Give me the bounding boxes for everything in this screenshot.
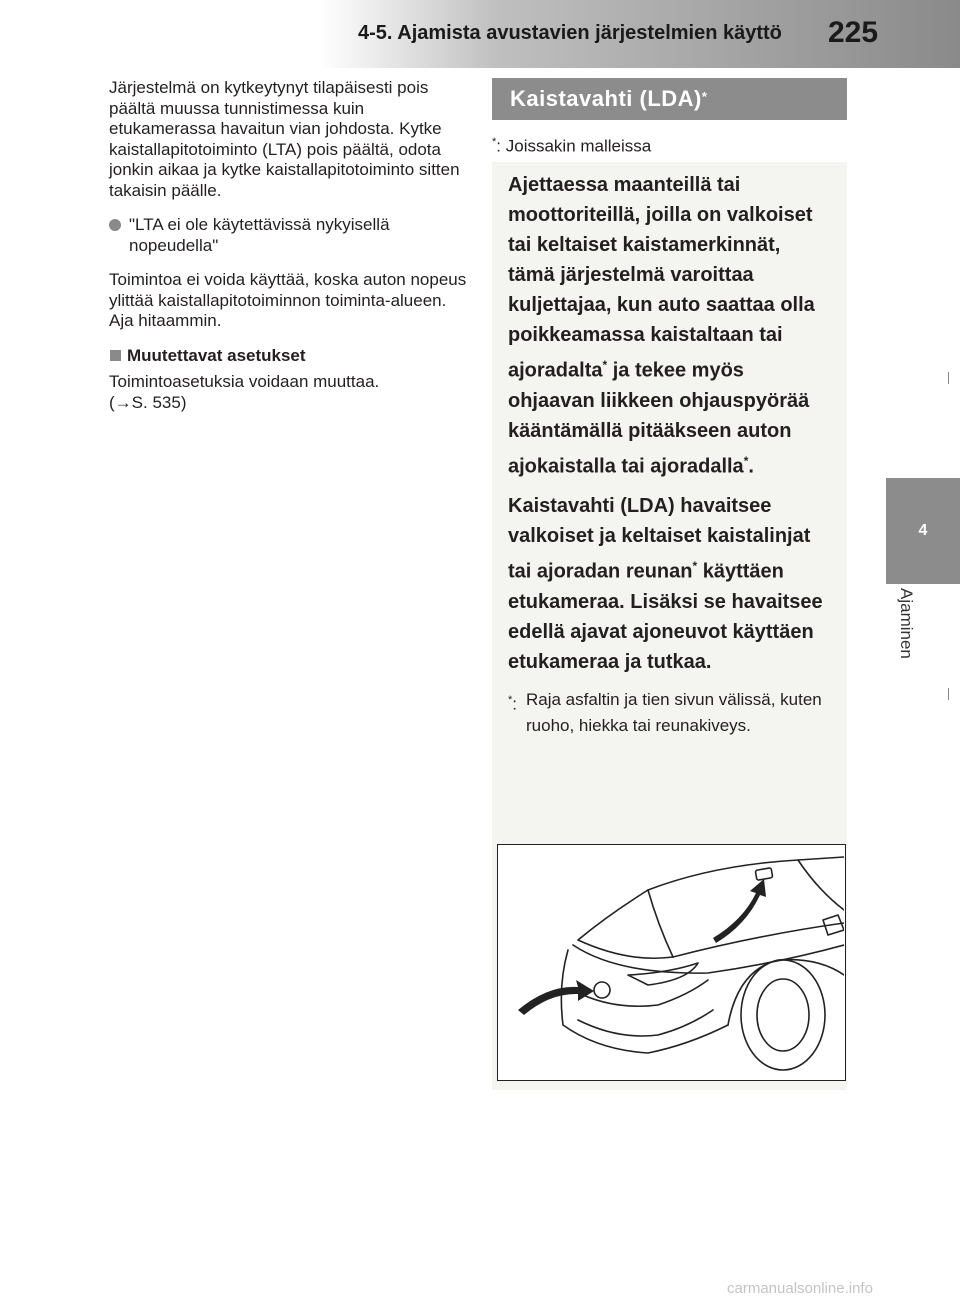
desc1-part-a: Ajettaessa maanteillä tai moottoriteillä, joilla on valkoiset tai keltaiset kaistamerkinnät, tämä järjestelmä varoittaa kuljettajaa, kun auto saattaa olla poikkeamassa kaistaltaan tai ajoradalta [508, 174, 815, 382]
chapter-tab[interactable] [886, 478, 960, 584]
bullet-dot-icon [109, 219, 121, 231]
left-column [109, 78, 469, 413]
asterisk-mark: * [692, 559, 698, 574]
bullet-message: "LTA ei ole käytettävissä nykyisellä nopeudella" [129, 215, 390, 255]
arrow-to-camera-icon [713, 879, 766, 943]
front-wheel-rim-icon [757, 979, 809, 1051]
watermark: carmanualsonline.info [727, 1280, 873, 1297]
subheading-text: Muutettavat asetukset [127, 345, 306, 365]
settings-reference[interactable]: (→S. 535) [109, 392, 187, 412]
car-front-camera-illustration [497, 844, 846, 1081]
hood-edge-icon [573, 945, 844, 973]
desc1-part-b: ja tekee myös ohjaavan liikkeen ohjauspyörää kääntämällä pitääkseen auton ajokaistalla tai ajoradalla [508, 359, 810, 478]
footnote [508, 687, 831, 739]
asterisk-mark: * [743, 453, 749, 468]
roof-line-icon [648, 857, 844, 890]
page-reference-link[interactable]: S. 535 [131, 392, 181, 412]
asterisk-mark: * [492, 136, 497, 148]
bullet-explanation: Toimintoa ei voida käyttää, koska auton nopeus ylittää kaistallapitotoiminnon toiminta-alueen. Aja hitaammin. [109, 270, 467, 330]
asterisk-mark: * [602, 358, 608, 372]
front-wheel-icon [741, 960, 825, 1070]
crop-mark [948, 372, 949, 384]
chapter-title: Ajaminen [897, 588, 916, 659]
asterisk-mark: * [508, 693, 513, 706]
availability-text: Joissakin malleissa [505, 136, 652, 156]
square-bullet-icon [110, 350, 121, 361]
arrow-right-icon: → [114, 392, 132, 412]
section-title: Kaistavahti (LDA) [510, 86, 702, 111]
emblem-icon [594, 982, 610, 998]
arrow-to-radar-icon [518, 980, 594, 1015]
lower-grille-icon [578, 1010, 713, 1036]
bullet-item [109, 215, 469, 256]
footnote-mark: *: [508, 693, 518, 714]
desc1-part-c: . [748, 455, 754, 478]
section-header [492, 78, 847, 120]
asterisk-mark: * [701, 88, 708, 104]
description-paragraph-2 [508, 491, 831, 677]
page-number: 225 [828, 16, 879, 49]
settings-subheading [109, 346, 469, 367]
bumper-icon [561, 950, 728, 1053]
front-camera-icon [755, 868, 772, 881]
header-section-title: 4-5. Ajamista avustavien järjestelmien käyttö [358, 22, 782, 44]
windshield-icon [648, 860, 844, 957]
footnote-text: Raja asfaltin ja tien sivun välissä, kuten ruoho, hiekka tai reunakiveys. [526, 689, 822, 735]
headlight-icon [628, 963, 698, 985]
desc2-part-a: Kaistavahti (LDA) havaitsee valkoiset ja keltaiset kaistalinjat tai ajoradan reunan [508, 495, 811, 583]
intro-paragraph: Järjestelmä on kytkeytynyt tilapäisesti pois päältä muussa tunnistimessa kuin etukamerassa havaitun vian johdosta. Kytke kaistallapitotoiminto (LTA) pois päältä, odota jonkin aikaa ja kytke kaistallapitotoiminto sitten takaisin päälle. [109, 78, 460, 200]
availability-note: *: Joissakin malleissa [492, 136, 652, 156]
crop-mark [948, 688, 949, 700]
chapter-number: 4 [918, 522, 928, 539]
car-illustration [498, 845, 844, 1079]
desc2-part-b: käyttäen etukameraa. Lisäksi se havaitsee edellä ajavat ajoneuvot käyttäen etukameraa ja tutkaa. [508, 560, 823, 673]
description-paragraph-1 [508, 170, 831, 481]
settings-text: Toimintoasetuksia voidaan muuttaa. [109, 372, 380, 391]
